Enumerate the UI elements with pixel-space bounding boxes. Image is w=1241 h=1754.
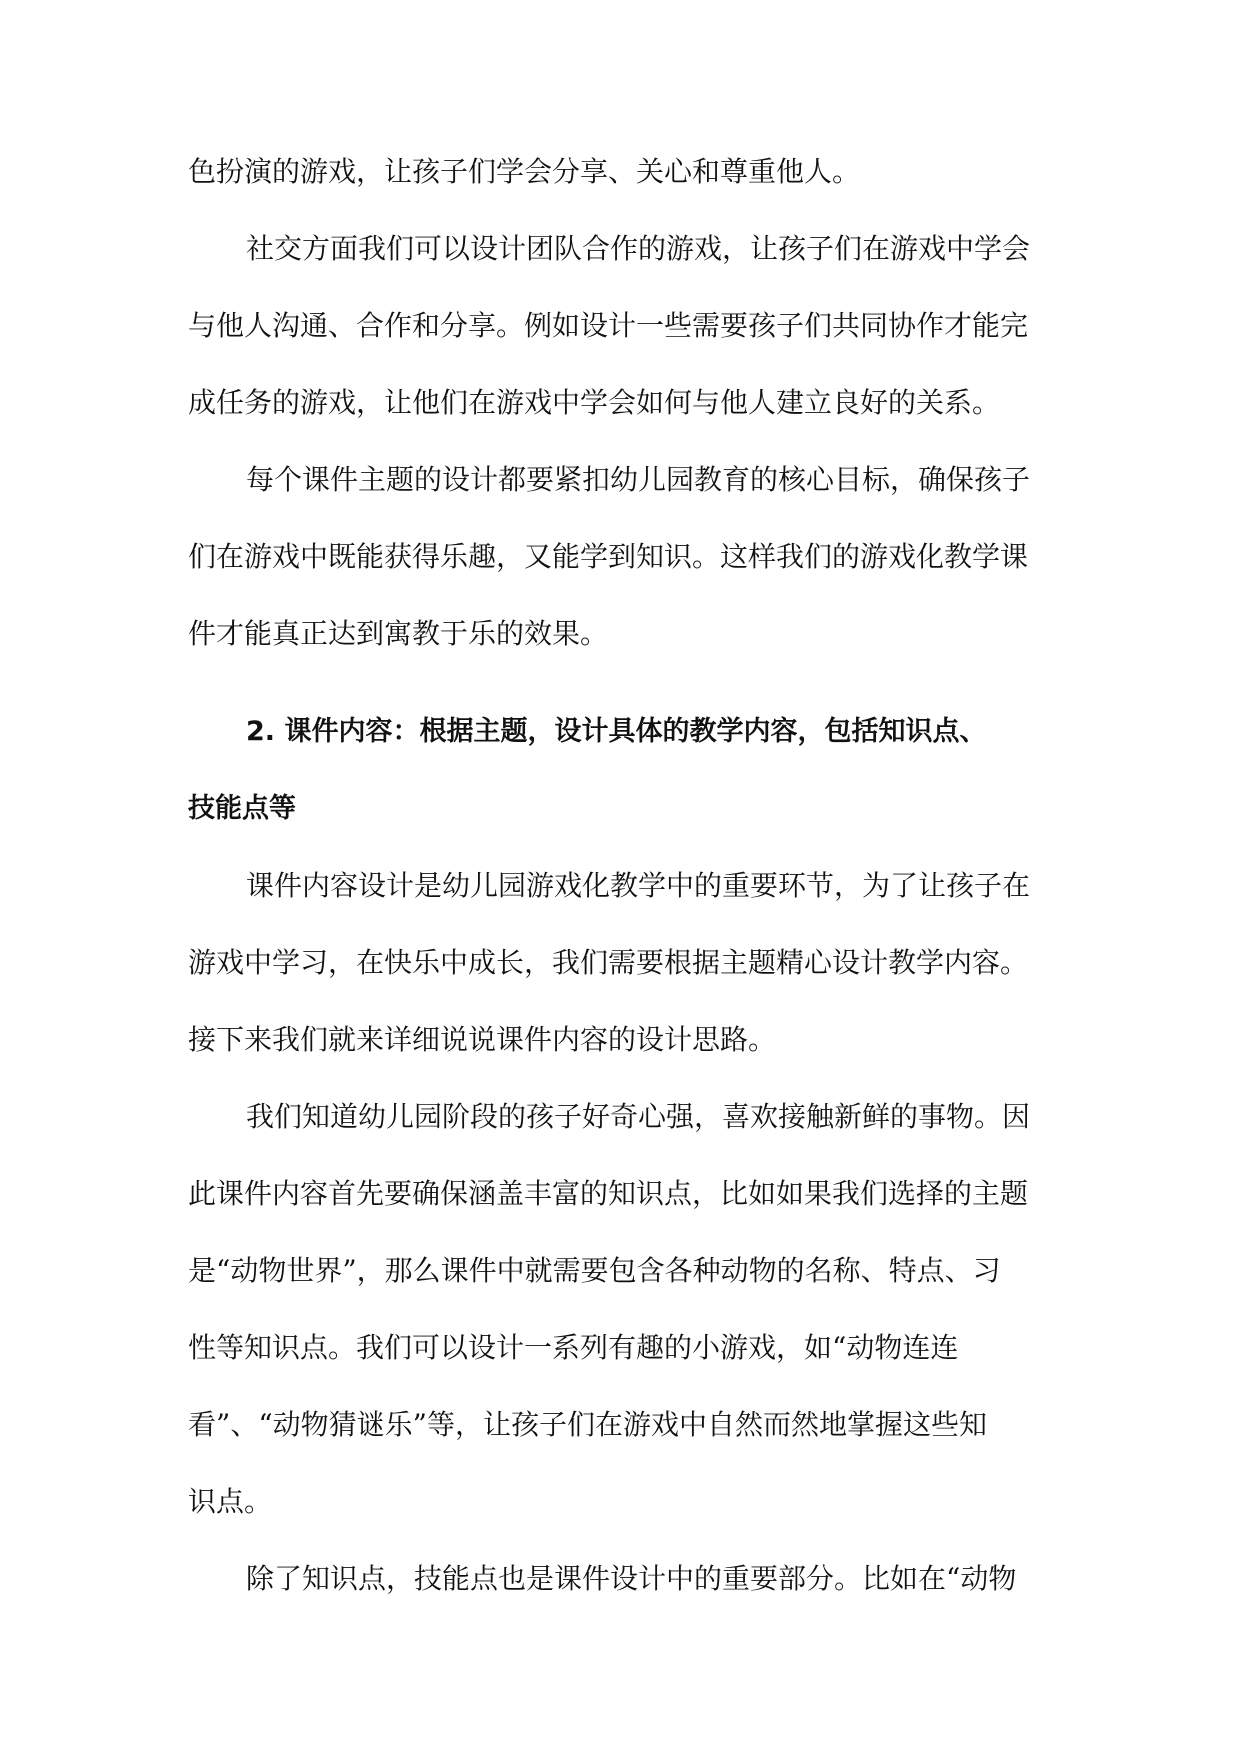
paragraph-line: 此课件内容首先要确保涵盖丰富的知识点，比如如果我们选择的主题	[188, 1177, 1029, 1210]
paragraph-line: 除了知识点，技能点也是课件设计中的重要部分。比如在“动物	[246, 1562, 1017, 1595]
paragraph-line: 游戏中学习，在快乐中成长，我们需要根据主题精心设计教学内容。	[188, 946, 1029, 979]
paragraph-line: 与他人沟通、合作和分享。例如设计一些需要孩子们共同协作才能完	[188, 309, 1029, 342]
paragraph-line: 接下来我们就来详细说说课件内容的设计思路。	[188, 1023, 777, 1056]
paragraph-line: 我们知道幼儿园阶段的孩子好奇心强，喜欢接触新鲜的事物。因	[246, 1100, 1031, 1133]
paragraph-line: 件才能真正达到寓教于乐的效果。	[188, 617, 609, 650]
paragraph-line: 们在游戏中既能获得乐趣，又能学到知识。这样我们的游戏化教学课	[188, 540, 1029, 573]
section-heading: 2. 课件内容：根据主题，设计具体的教学内容，包括知识点、	[246, 716, 987, 747]
paragraph-line: 成任务的游戏，让他们在游戏中学会如何与他人建立良好的关系。	[188, 386, 1001, 419]
paragraph-line: 性等知识点。我们可以设计一系列有趣的小游戏，如“动物连连	[188, 1331, 959, 1364]
paragraph-line: 课件内容设计是幼儿园游戏化教学中的重要环节，为了让孩子在	[246, 869, 1031, 902]
paragraph-line: 是“动物世界”，那么课件中就需要包含各种动物的名称、特点、习	[188, 1254, 1001, 1287]
paragraph-line: 每个课件主题的设计都要紧扣幼儿园教育的核心目标，确保孩子	[246, 463, 1031, 496]
paragraph-line: 看”、“动物猜谜乐”等，让孩子们在游戏中自然而然地掌握这些知	[188, 1408, 987, 1441]
paragraph-line: 识点。	[188, 1485, 273, 1518]
paragraph-line: 社交方面我们可以设计团队合作的游戏，让孩子们在游戏中学会	[246, 232, 1031, 265]
section-heading-continued: 技能点等	[188, 793, 296, 824]
paragraph-line: 色扮演的游戏，让孩子们学会分享、关心和尊重他人。	[188, 155, 861, 188]
